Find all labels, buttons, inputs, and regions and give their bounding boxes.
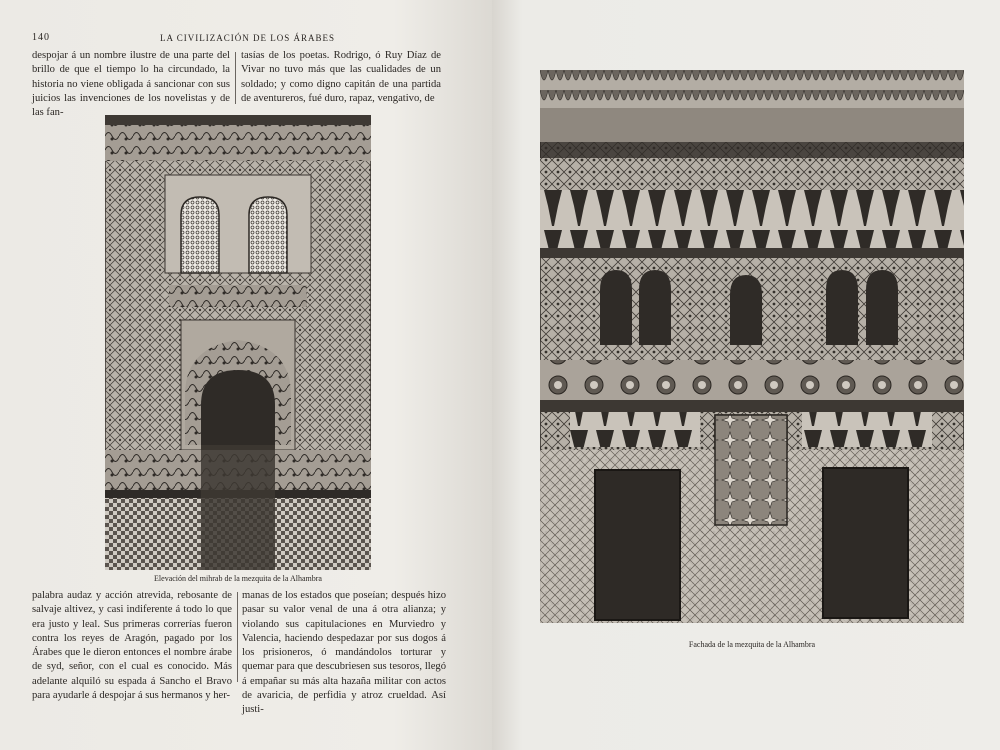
facade-caption: Fachada de la mezquita de la Alhambra [688, 640, 816, 649]
column-rule [237, 592, 238, 682]
left-page [0, 0, 492, 750]
top-text-col1: despojar á un nombre ilustre de una parte del brillo de que el tiempo lo ha circundado, la historia no viene obligada á sancionar con sus juicios las invenciones de los novelistas y de las fan- [32, 50, 230, 119]
mihrab-illustration [105, 115, 371, 570]
right-page [492, 0, 1000, 750]
top-text-col2: tasías de los poetas. Rodrigo, ó Ruy Díaz de Vivar no tuvo más que las cualidades de un soldado; y como digno capitán de una partida de aventureros, fué duro, rapaz, vengativo, de [241, 50, 441, 104]
facade-illustration [540, 70, 964, 623]
page-number: 140 [32, 32, 50, 43]
column-rule [235, 52, 236, 104]
mihrab-caption: Elevación del mihrab de la mezquita de la Alhambra [154, 574, 322, 583]
running-head: LA CIVILIZACIÓN DE LOS ÁRABES [160, 33, 335, 43]
bottom-text-col2: manas de los estados que poseían; después hizo pasar su valor venal de una á otra alianza; y violando sus capitulaciones en Murviedro y Valencia, haciendo despedazar por sus dogos á los prisioneros, ó mandándolos torturar y quemar para que descubriesen sus tesoros, llegó á empañar su más alta hazaña militar con actos de avaricia, de perfidia y atroz crueldad. Así justi- [242, 590, 446, 716]
bottom-text-col1: palabra audaz y acción atrevida, rebosante de salvaje altivez, y casi indiferente á todo lo que era justo y leal. Sus primeras correrías fueron contra los reyes de Aragón, pagado por los Árabes que le dieron entonces el nombre árabe de syd, señor, con el cual es conocido. Más adelante alquiló su espada á Sancho el Bravo para ayudarle á despojar á sus hermanos y her- [32, 590, 232, 702]
